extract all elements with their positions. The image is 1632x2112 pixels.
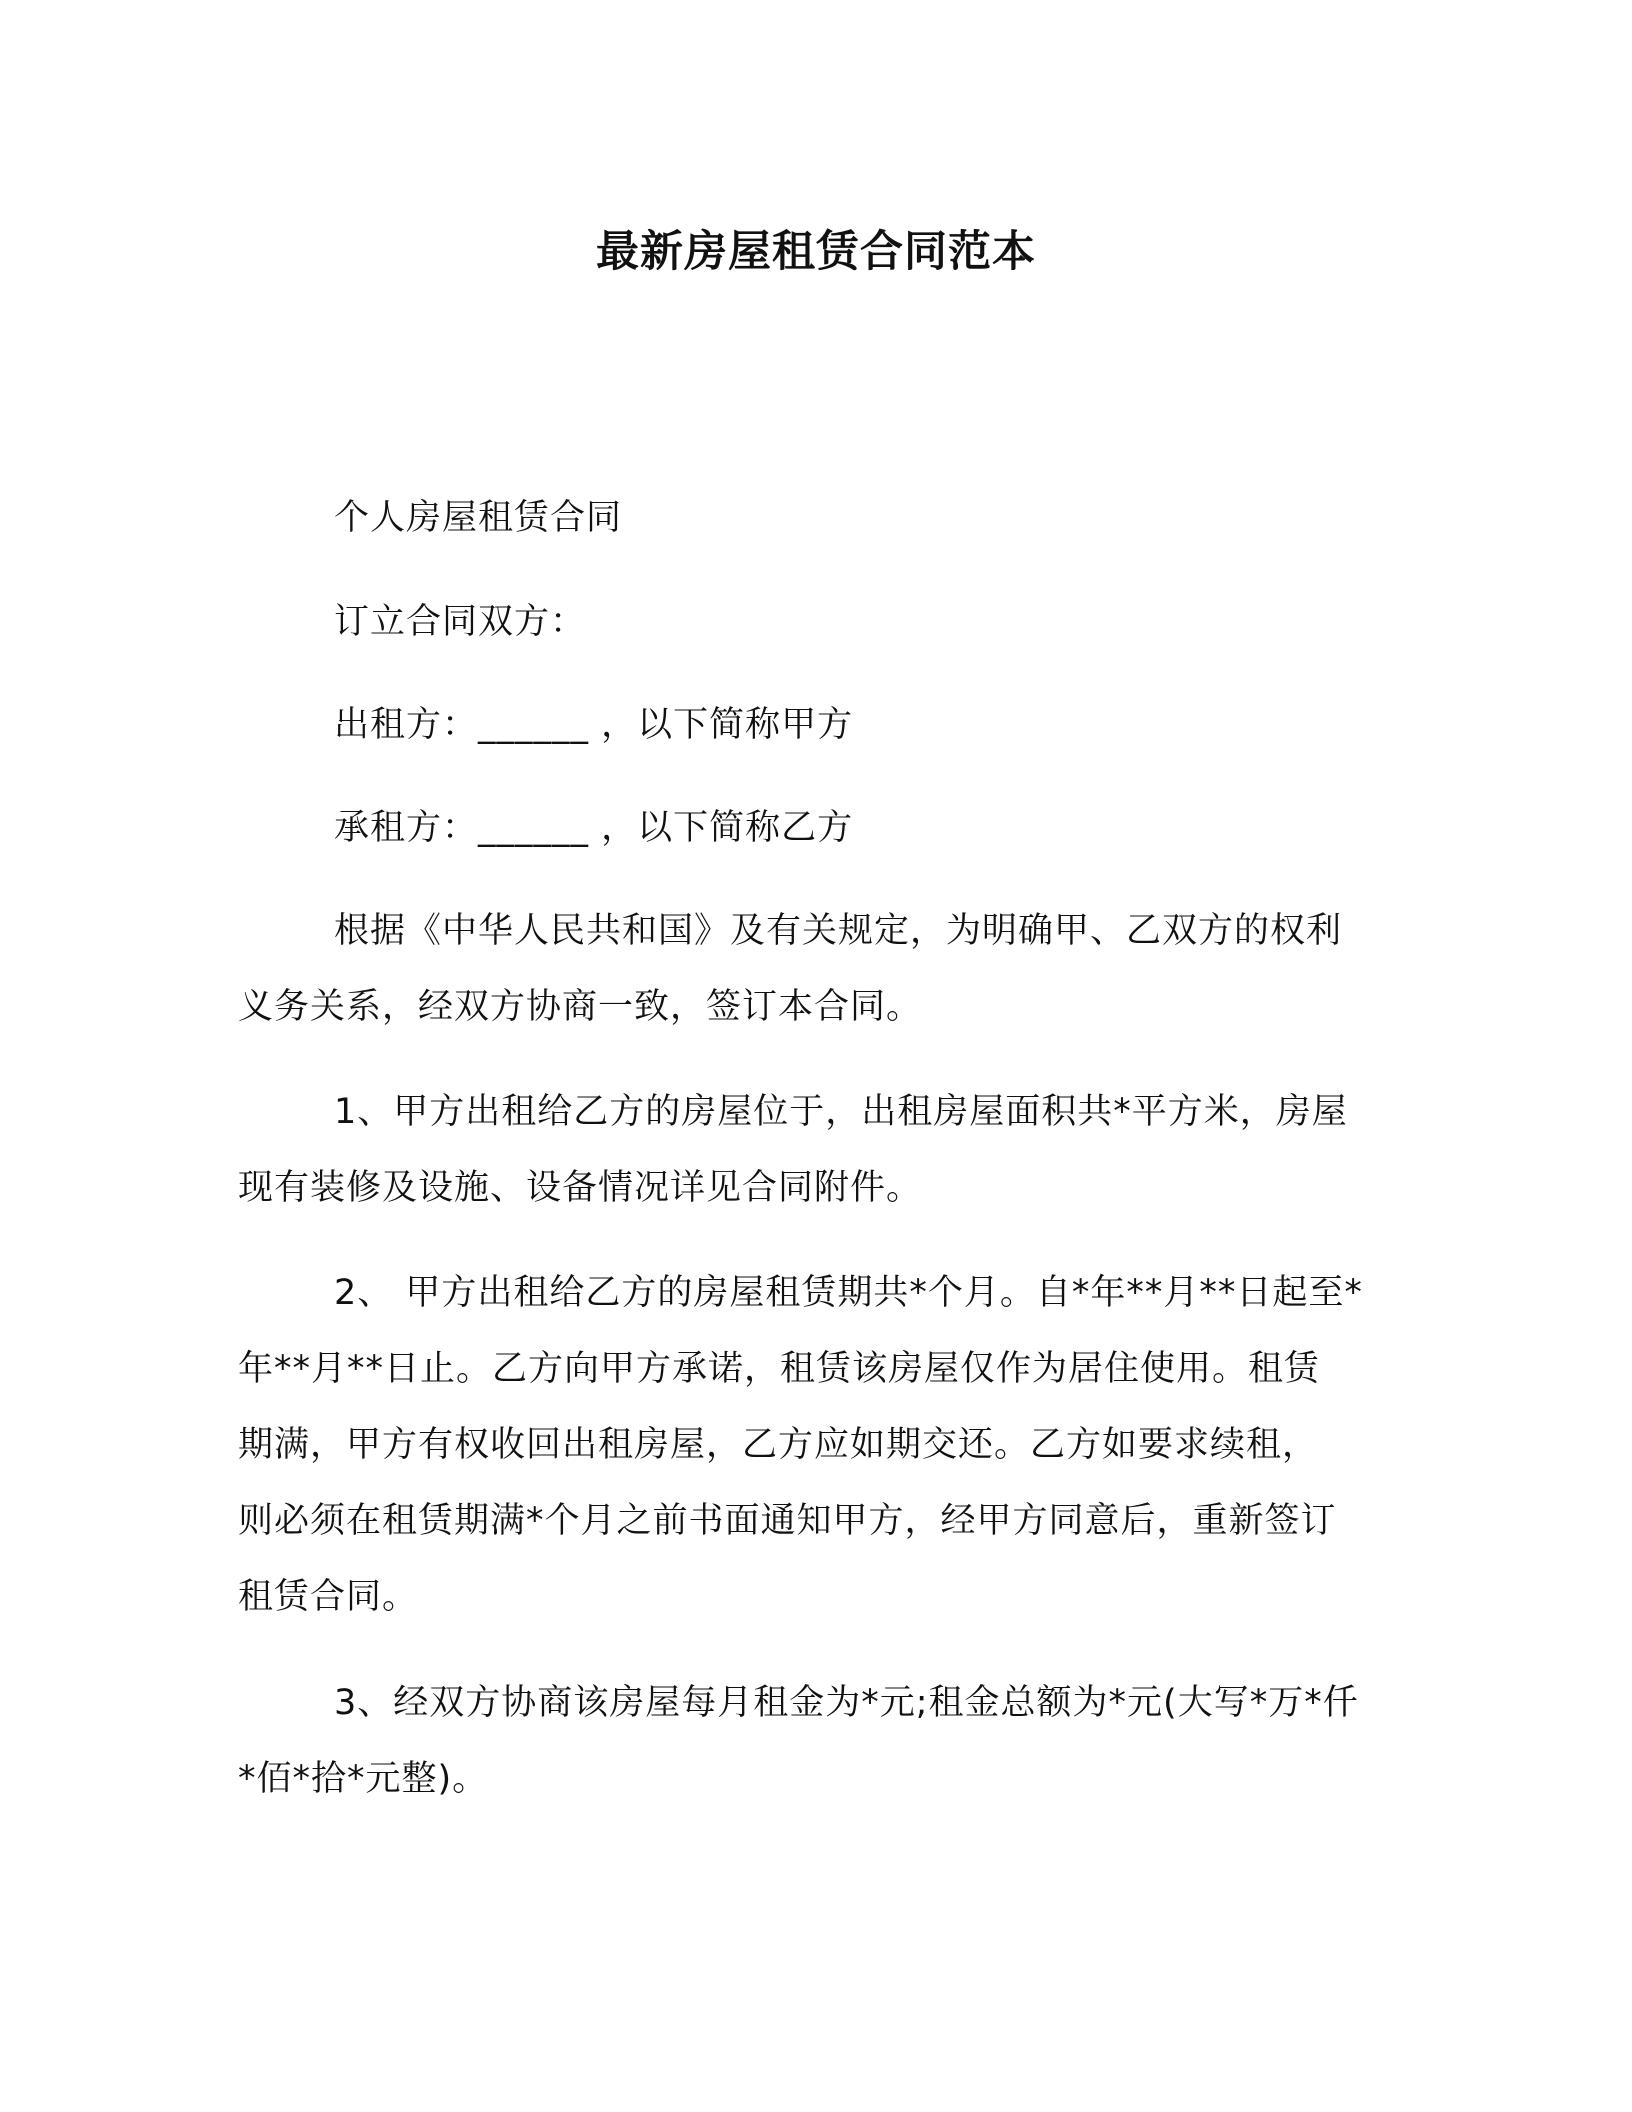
clause1-line-1: 1、甲方出租给乙方的房屋位于，出租房屋面积共*平方米，房屋 [334,1092,1348,1132]
clause1-line-2: 现有装修及设施、设备情况详见合同附件。 [238,1168,923,1208]
lessee-line: 承租方：______ ，以下简称乙方 [334,808,854,848]
parties-intro: 订立合同双方： [334,602,587,642]
clause2-line-4: 则必须在租赁期满*个月之前书面通知甲方，经甲方同意后，重新签订 [238,1501,1337,1541]
clause2-line-2: 年**月**日止。乙方向甲方承诺，租赁该房屋仅作为居住使用。租赁 [238,1349,1321,1389]
document-title: 最新房屋租赁合同范本 [596,227,1036,277]
lessor-line: 出租方：______ ，以下简称甲方 [334,705,854,745]
clause2-line-1: 2、 甲方出租给乙方的房屋租赁期共*个月。自*年**月**日起至* [334,1273,1363,1313]
preamble-line-2: 义务关系，经双方协商一致，签订本合同。 [238,987,923,1027]
clause3-line-1: 3、经双方协商该房屋每月租金为*元;租金总额为*元(大写*万*仟 [334,1683,1359,1723]
preamble-line-1: 根据《中华人民共和国》及有关规定，为明确甲、乙双方的权利 [334,911,1343,951]
clause2-line-3: 期满，甲方有权收回出租房屋，乙方应如期交还。乙方如要求续租， [238,1425,1319,1465]
clause2-line-5: 租赁合同。 [238,1577,419,1617]
clause3-line-2: *佰*拾*元整)。 [238,1759,489,1799]
contract-heading: 个人房屋租赁合同 [334,498,623,538]
